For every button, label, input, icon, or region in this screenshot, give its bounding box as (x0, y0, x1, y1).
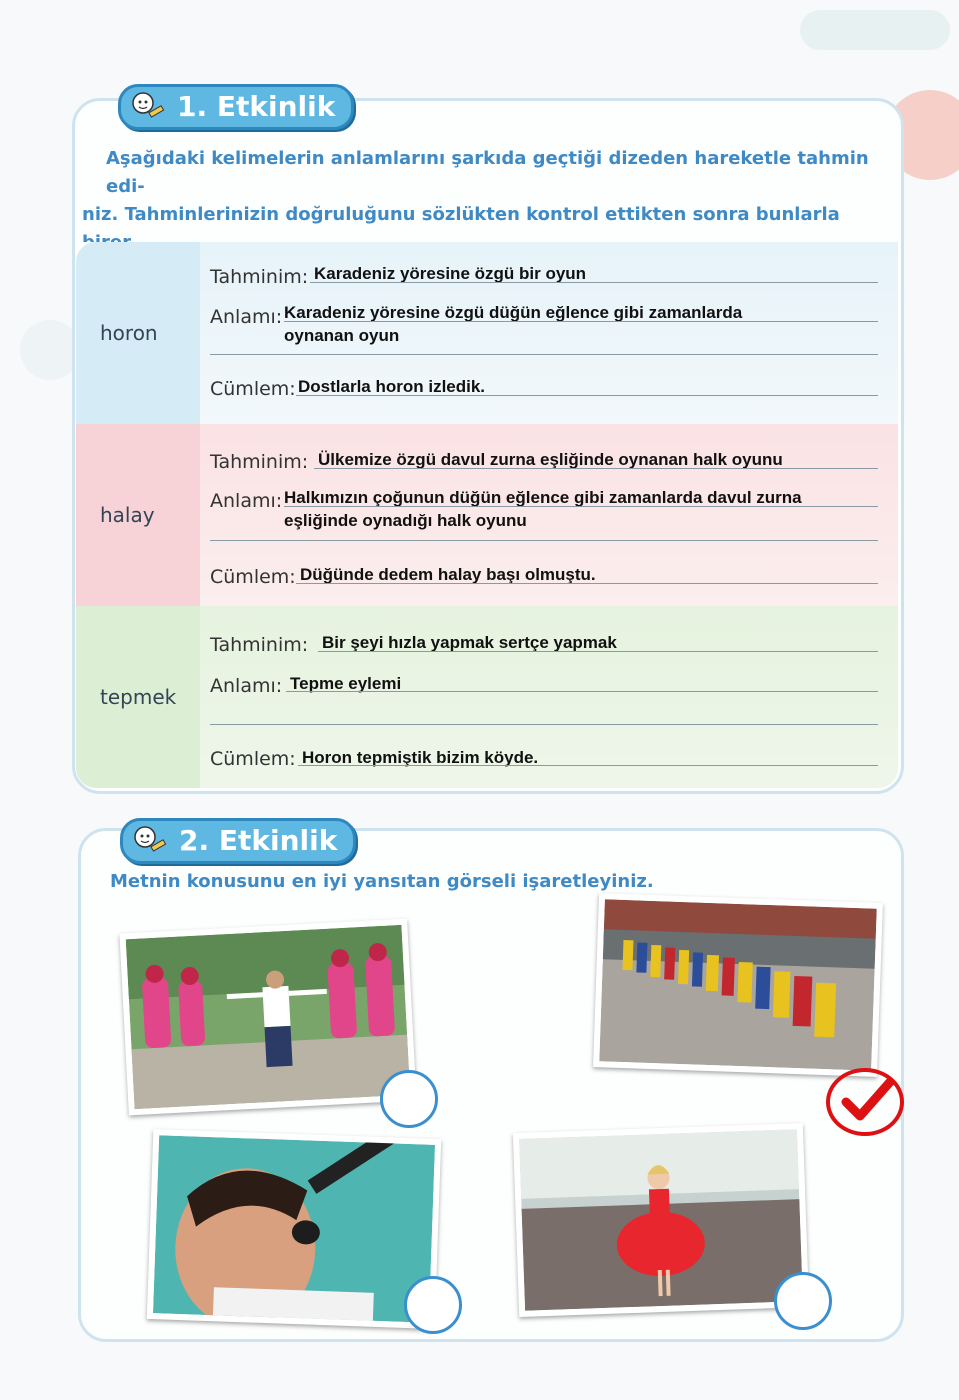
photo-folk-dance-pink[interactable] (119, 919, 416, 1116)
check-icon (830, 1072, 900, 1132)
dancers-image (126, 925, 411, 1109)
word-text: horon (100, 321, 158, 345)
girl-dancer-image (519, 1129, 803, 1311)
meaning-line-2 (210, 724, 878, 725)
select-circle-photo-4[interactable] (774, 1272, 832, 1330)
activity2-instruction: Metnin konusunu en iyi yansıtan görseli işaretleyiniz. (110, 871, 654, 892)
meaning-answer-line1[interactable]: Halkımızın çoğunun düğün eğlence gibi zamanlarda davul zurna (284, 488, 802, 507)
guess-answer[interactable]: Ülkemize özgü davul zurna eşliğinde oynanan halk oyunu (318, 450, 783, 469)
word-text: tepmek (100, 685, 177, 709)
sentence-answer[interactable]: Düğünde dedem halay başı olmuştu. (300, 565, 596, 584)
selected-check-mark[interactable] (826, 1068, 904, 1136)
select-circle-photo-1[interactable] (380, 1070, 438, 1128)
guess-answer[interactable]: Bir şeyi hızla yapmak sertçe yapmak (322, 633, 617, 652)
select-circle-photo-3[interactable] (404, 1276, 462, 1334)
photo-halay-line[interactable] (593, 893, 883, 1077)
meaning-answer-line2[interactable]: oynanan oyun (284, 326, 400, 345)
meaning-line-1 (284, 321, 878, 322)
activity1-badge-text: 1. Etkinlik (177, 90, 336, 123)
word-text: halay (100, 503, 155, 527)
activity1-badge (118, 84, 354, 130)
activity2-badge (120, 818, 356, 864)
instruction-line-2: niz. Tahminlerinizin doğruluğunu sözlükten kontrol ettikten sonra bunlarla (82, 204, 840, 225)
decor-circle-top-right (800, 10, 950, 50)
meaning-answer-line2[interactable]: eşliğinde oynadığı halk oyunu (284, 511, 527, 530)
decor-circle-left-mid (20, 320, 80, 380)
meaning-label: Anlamı: (210, 490, 283, 512)
meaning-line-1 (286, 691, 878, 692)
word-row-halay (76, 424, 898, 606)
halay-image (599, 899, 876, 1070)
meaning-answer-line1[interactable]: Tepme eylemi (290, 674, 402, 693)
sentence-line (298, 765, 878, 766)
meaning-label: Anlamı: (210, 306, 283, 328)
word-label (76, 606, 200, 788)
guess-label: Tahminim: (210, 266, 309, 288)
pencil-child-icon (131, 91, 165, 121)
word-label (76, 242, 200, 424)
meaning-answer-line1[interactable]: Karadeniz yöresine özgü düğün eğlence gibi zamanlarda (284, 303, 743, 322)
sentence-answer[interactable]: Horon tepmiştik bizim köyde. (302, 748, 539, 767)
photo-girl-dancing[interactable] (513, 1123, 809, 1317)
sentence-answer[interactable]: Dostlarla horon izledik. (298, 377, 486, 396)
meaning-line-2 (210, 354, 878, 355)
activity2-badge-text: 2. Etkinlik (179, 824, 338, 857)
guess-label: Tahminim: (210, 451, 309, 473)
instruction-line-1: Aşağıdaki kelimelerin anlamlarını şarkıda geçtiği dizeden hareketle tahmin edi- (106, 148, 869, 197)
meaning-label: Anlamı: (210, 675, 283, 697)
word-row-horon (76, 242, 898, 424)
sentence-line (296, 395, 878, 396)
answer-fields (200, 242, 898, 424)
sentence-label: Cümlem: (210, 566, 296, 588)
meaning-line-2 (210, 540, 878, 541)
guess-answer[interactable]: Karadeniz yöresine özgü bir oyun (314, 264, 587, 283)
word-label (76, 424, 200, 606)
sentence-label: Cümlem: (210, 378, 296, 400)
sentence-line (296, 583, 878, 584)
meaning-line-1 (284, 506, 878, 507)
guess-line (318, 651, 878, 652)
guess-label: Tahminim: (210, 634, 309, 656)
sentence-label: Cümlem: (210, 748, 296, 770)
guess-line (310, 282, 878, 283)
word-row-tepmek (76, 606, 898, 788)
photo-boy-singing[interactable] (147, 1129, 441, 1329)
answer-fields (200, 424, 898, 606)
answer-fields (200, 606, 898, 788)
pencil-child-icon (133, 825, 167, 855)
guess-line (314, 468, 878, 469)
singer-image (153, 1135, 435, 1323)
